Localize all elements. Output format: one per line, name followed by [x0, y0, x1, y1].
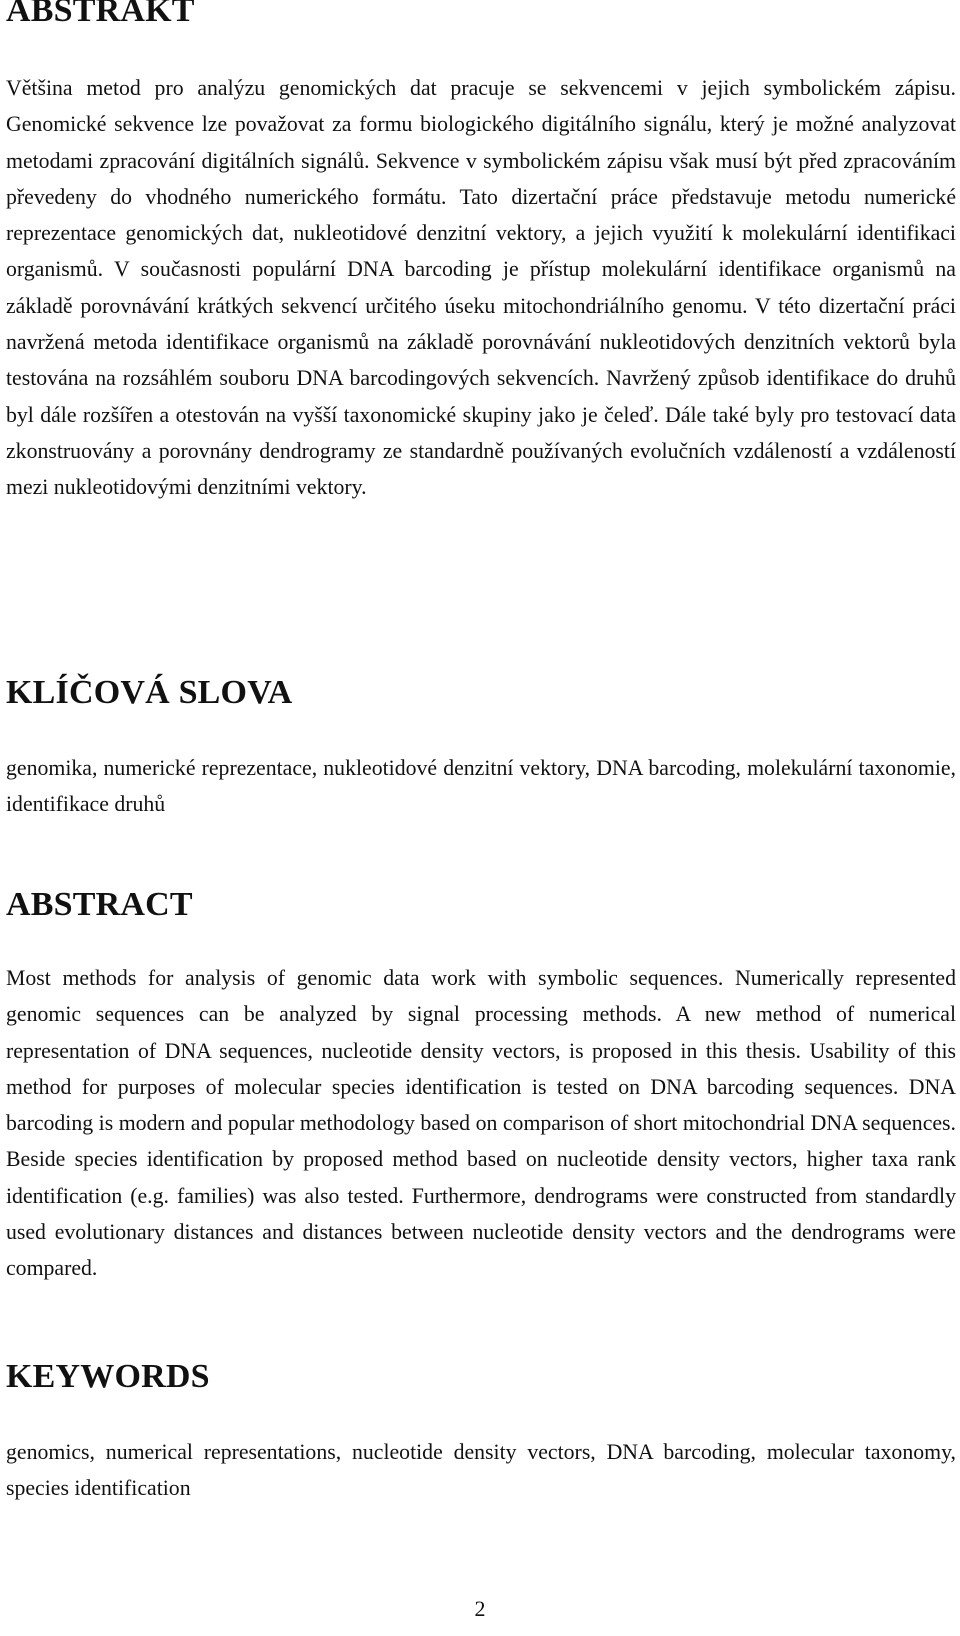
klicova-slova-paragraph: genomika, numerické reprezentace, nukleotidové denzitní vektory, DNA barcoding, molekulární taxonomie, identifikace druhů: [6, 756, 956, 817]
klicova-slova-heading: KLÍČOVÁ SLOVA: [6, 674, 293, 711]
keywords-paragraph: genomics, numerical representations, nucleotide density vectors, DNA barcoding, molecular taxonomy, species identification: [6, 1440, 956, 1501]
keywords-heading: KEYWORDS: [6, 1358, 210, 1395]
abstrakt-paragraph: Většina metod pro analýzu genomických dat pracuje se sekvencemi v jejich symbolickém zápisu. Genomické sekvence lze považovat za formu biologického digitálního signálu, který je možné analyzovat metodami zpracování digitálních signálů. Sekvence v symbolickém zápisu však musí být před zpracováním převedeny do vhodného numerického formátu. Tato dizertační práce představuje metodu numerické reprezentace genomických dat, nukleotidové denzitní vektory, a jejich využití k molekulární identifikaci organismů. V současnosti populární DNA barcoding je přístup molekulární identifikace organismů na základě porovnávání krátkých sekvencí určitého úseku mitochondriálního genomu. V této dizertační práci navržená metoda identifikace organismů na základě porovnávání nukleotidových denzitních vektorů byla testována na rozsáhlém souboru DNA barcodingových sekvencích. Navržený způsob identifikace do druhů byl dále rozšířen a otestován na vyšší taxonomické skupiny jako je čeleď. Dále také byly pro testovací data zkonstruovány a porovnány dendrogramy ze standardně používaných evolučních vzdáleností a vzdáleností mezi nukleotidovými denzitními vektory.: [6, 76, 956, 500]
abstract-heading: ABSTRACT: [6, 886, 193, 923]
abstract-paragraph: Most methods for analysis of genomic data work with symbolic sequences. Numerically represented genomic sequences can be analyzed by signal processing methods. A new method of numerical representation of DNA sequences, nucleotide density vectors, is proposed in this thesis. Usability of this method for purposes of molecular species identification is tested on DNA barcoding sequences. DNA barcoding is modern and popular methodology based on comparison of short mitochondrial DNA sequences. Beside species identification by proposed method based on nucleotide density vectors, higher taxa rank identification (e.g. families) was also tested. Furthermore, dendrograms were constructed from standardly used evolutionary distances and distances between nucleotide density vectors and the dendrograms were compared.: [6, 966, 956, 1281]
page-number: 2: [474, 1596, 486, 1621]
abstrakt-heading: ABSTRAKT: [6, 0, 195, 29]
